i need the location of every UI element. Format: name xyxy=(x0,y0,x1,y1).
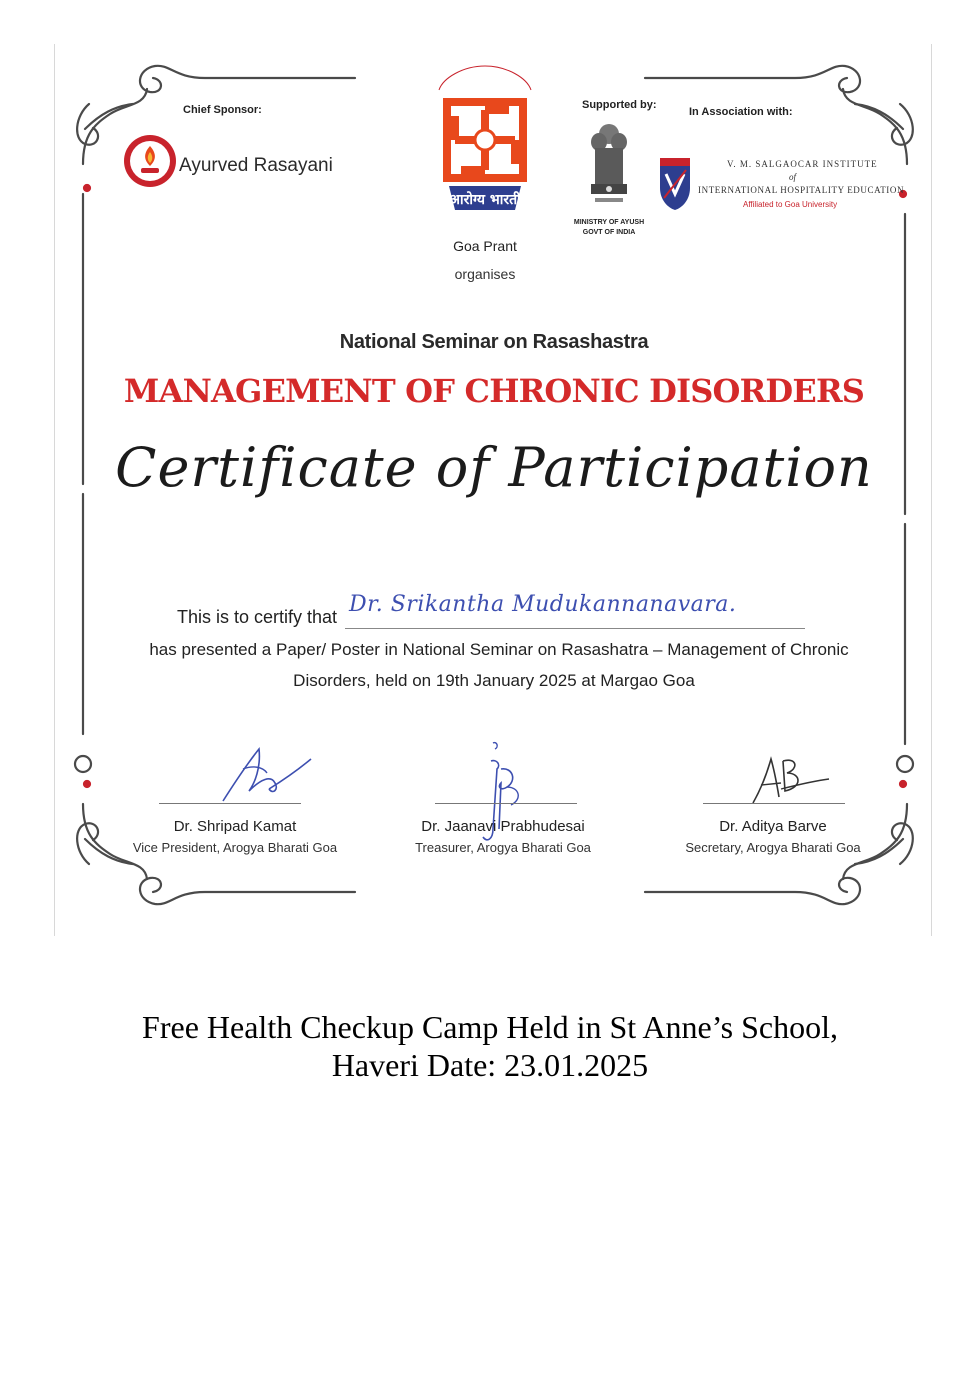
certify-prefix: This is to certify that xyxy=(177,607,338,627)
body-text-line1: has presented a Paper/ Poster in National Seminar on Rasashatra – Management of Chronic xyxy=(149,640,849,659)
body-text-line2: Disorders, held on 19th January 2025 at Margao Goa xyxy=(293,671,695,690)
seminar-title: National Seminar on Rasashastra xyxy=(339,331,649,353)
recipient-name: Dr. Srikantha Mudukannanavara. xyxy=(349,592,737,617)
signatory-name: Dr. Jaanavi Prabhudesai xyxy=(421,818,585,835)
caption-line2: Haveri Date: 23.01.2025 xyxy=(331,1047,649,1083)
government-line: GOVT OF INDIA xyxy=(582,229,636,236)
signatory-role: Treasurer, Arogya Bharati Goa xyxy=(415,840,591,855)
name-underline xyxy=(345,628,805,629)
svg-text:आरोग्य भारती: आरोग्य भारती xyxy=(449,192,521,208)
institute-name-of: of xyxy=(789,172,797,182)
event-caption xyxy=(0,1008,980,1084)
signature-line-3 xyxy=(703,803,845,804)
signatory-name: Dr. Shripad Kamat xyxy=(173,818,297,835)
chief-sponsor-name: Ayurved Rasayani xyxy=(179,155,333,176)
certificate xyxy=(54,44,932,936)
ministry-label xyxy=(569,218,649,238)
signature-line-1 xyxy=(159,803,301,804)
organiser-action: organises xyxy=(454,266,516,282)
signatory-name: Dr. Aditya Barve xyxy=(719,818,827,835)
signature-kamat xyxy=(215,739,315,809)
supported-by-label: Supported by: xyxy=(582,99,657,111)
signatory-role: Vice President, Arogya Bharati Goa xyxy=(132,840,338,855)
institute-name-line2: INTERNATIONAL HOSPITALITY EDUCATION xyxy=(698,185,905,195)
institute-affiliation: Affiliated to Goa University xyxy=(743,200,838,209)
ayurved-rasayani-logo xyxy=(123,134,177,188)
association-label: In Association with: xyxy=(689,106,793,118)
chief-sponsor-label: Chief Sponsor: xyxy=(183,104,262,116)
certificate-heading: Certificate of Participation xyxy=(115,436,873,499)
signature-line-2 xyxy=(435,803,577,804)
organiser-branch: Goa Prant xyxy=(453,238,517,254)
main-heading: MANAGEMENT OF CHRONIC DISORDERS xyxy=(123,372,865,410)
signature-barve xyxy=(745,749,835,809)
institute-name-line1: V. M. SALGAOCAR INSTITUTE xyxy=(727,159,878,169)
signatory-role: Secretary, Arogya Bharati Goa xyxy=(685,840,861,855)
ministry-line: MINISTRY OF AYUSH xyxy=(573,219,645,226)
caption-line1: Free Health Checkup Camp Held in St Anne’s School, xyxy=(142,1009,838,1045)
national-emblem xyxy=(587,120,631,212)
vm-salgaocar-logo xyxy=(658,154,692,212)
arogya-bharati-logo xyxy=(435,64,535,232)
